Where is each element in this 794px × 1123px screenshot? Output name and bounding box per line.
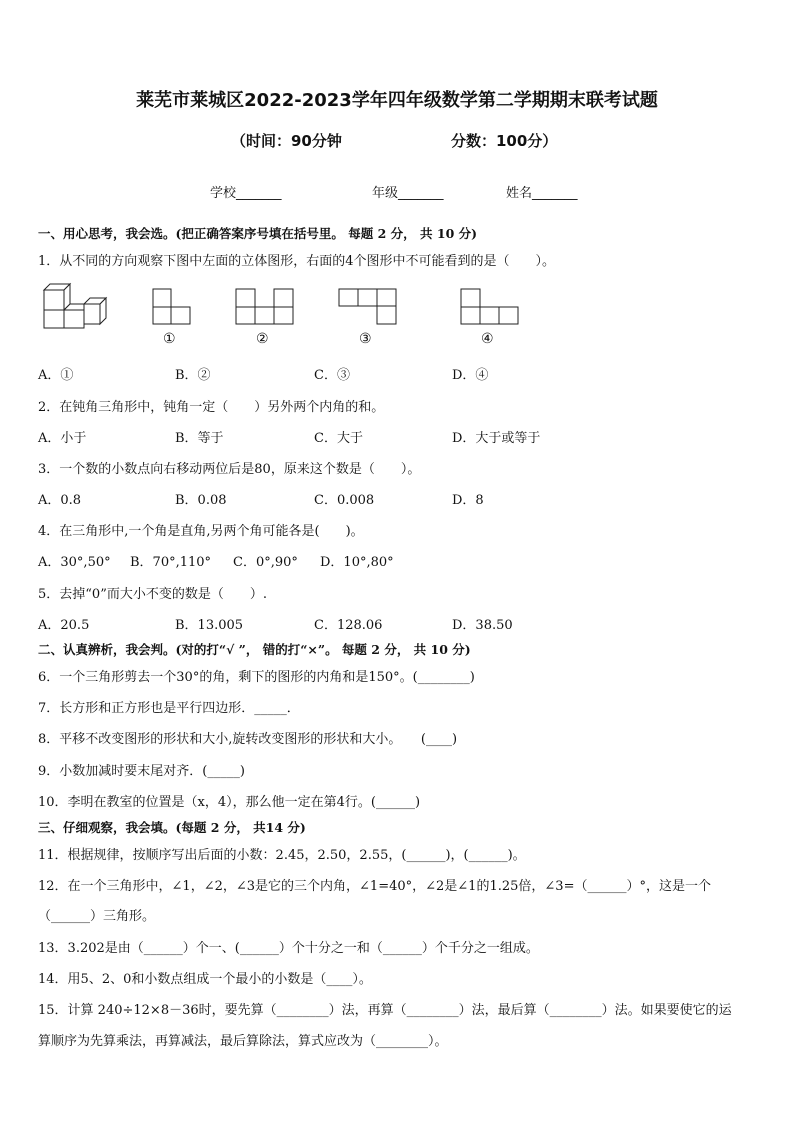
question-6: 6．一个三角形剪去一个30°的角，剩下的图形的内角和是150°。(________) — [38, 670, 475, 685]
question-11: 11．根据规律，按顺序写出后面的小数：2.45，2.50，2.55，(______)，(______)。 — [38, 848, 526, 863]
question-12-continued: （______）三角形。 — [38, 909, 156, 924]
q3-option-d: D．8 — [452, 493, 484, 508]
cube-solid-figure — [42, 280, 108, 332]
question-5: 5．去掉“0”而大小不变的数是（ ）. — [38, 587, 267, 602]
view-figure-4 — [460, 288, 520, 326]
view-figure-3 — [338, 288, 398, 326]
q1-option-c: C．③ — [314, 368, 350, 383]
q1-option-d: D．④ — [452, 368, 489, 383]
question-2: 2．在钝角三角形中，钝角一定（ ）另外两个内角的和。 — [38, 400, 385, 415]
q3-option-b: B．0.08 — [175, 493, 227, 508]
q5-option-a: A．20.5 — [38, 618, 90, 633]
page-title: 莱芜市莱城区2022-2023学年四年级数学第二学期期末联考试题 — [136, 90, 658, 111]
school-field: 学校_______ — [210, 186, 282, 201]
q4-option-d: D．10°,80° — [320, 555, 394, 570]
question-14: 14．用5、2、0和小数点组成一个最小的小数是（____）。 — [38, 972, 372, 987]
q2-option-b: B．等于 — [175, 431, 224, 446]
question-10: 10．李明在教室的位置是（x，4），那么他一定在第4行。(______) — [38, 795, 421, 810]
section-3-heading: 三、仔细观察，我会填。(每题 2 分， 共14 分) — [38, 820, 306, 835]
figure-label-1: ① — [163, 331, 176, 347]
q1-option-b: B．② — [175, 368, 211, 383]
q4-option-c: C．0°,90° — [233, 555, 298, 570]
q5-option-b: B．13.005 — [175, 618, 244, 633]
question-8: 8．平移不改变图形的形状和大小,旋转改变图形的形状和大小。 (____) — [38, 732, 458, 747]
name-field: 姓名_______ — [506, 186, 578, 201]
question-15-continued: 算顺序为先算乘法，再算减法，最后算除法，算式应改为（________）。 — [38, 1034, 448, 1049]
q1-option-a: A．① — [38, 368, 74, 383]
question-12: 12．在一个三角形中，∠1，∠2，∠3是它的三个内角，∠1=40°，∠2是∠1的1.25倍，∠3=（______）°，这是一个 — [38, 879, 711, 894]
q2-option-c: C．大于 — [314, 431, 363, 446]
q4-option-a: A．30°,50° — [38, 555, 111, 570]
question-13: 13．3.202是由（______）个一、(______）个十分之一和（______）个千分之一组成。 — [38, 941, 539, 956]
q4-option-b: B．70°,110° — [130, 555, 212, 570]
view-figure-2 — [235, 288, 295, 326]
q2-option-d: D．大于或等于 — [452, 431, 541, 446]
q5-option-c: C．128.06 — [314, 618, 383, 633]
q5-option-d: D．38.50 — [452, 618, 513, 633]
grade-field: 年级_______ — [372, 186, 444, 201]
section-1-heading: 一、用心思考，我会选。(把正确答案序号填在括号里。 每题 2 分， 共 10 分) — [38, 226, 478, 241]
question-7: 7．长方形和正方形也是平行四边形．_____． — [38, 701, 300, 716]
question-1: 1．从不同的方向观察下图中左面的立体图形，右面的4个图形中不可能看到的是（ ）。 — [38, 254, 556, 269]
q2-option-a: A．小于 — [38, 431, 87, 446]
section-2-heading: 二、认真辨析，我会判。(对的打“√ ”， 错的打“×”。 每题 2 分， 共 10 分) — [38, 642, 471, 657]
figure-label-2: ② — [256, 331, 269, 347]
question-15: 15．计算 240÷12×8－36时，要先算（________）法，再算（________）法，最后算（________）法。如果要使它的运 — [38, 1003, 732, 1018]
question-4: 4．在三角形中,一个角是直角,另两个角可能各是( )。 — [38, 524, 364, 539]
question-9: 9．小数加减时要末尾对齐．(_____) — [38, 764, 245, 779]
figure-label-4: ④ — [481, 331, 494, 347]
exam-time: （时间：90分钟 — [231, 132, 342, 150]
q3-option-c: C．0.008 — [314, 493, 375, 508]
exam-score: 分数：100分） — [451, 132, 558, 150]
view-figure-1 — [152, 288, 192, 326]
q3-option-a: A．0.8 — [38, 493, 82, 508]
figure-label-3: ③ — [359, 331, 372, 347]
question-3: 3．一个数的小数点向右移动两位后是80，原来这个数是（ ）。 — [38, 462, 421, 477]
